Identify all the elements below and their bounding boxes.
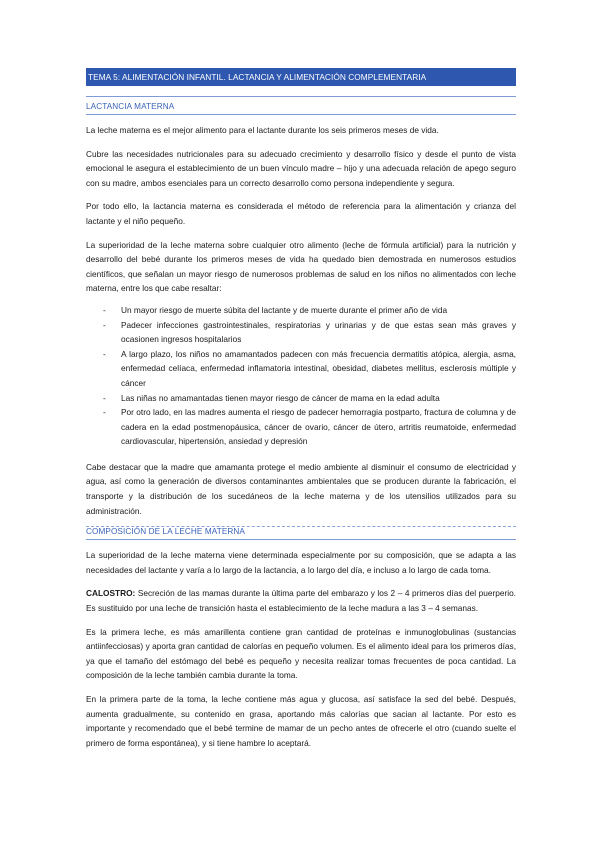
- document-title: TEMA 5: ALIMENTACIÓN INFANTIL. LACTANCIA Y ALIMENTACIÓN COMPLEMENTARIA: [88, 72, 427, 82]
- list-item: [86, 303, 516, 318]
- bullet-marker: -: [103, 319, 106, 330]
- section-divider: [86, 114, 516, 115]
- list-item-text: Las niñas no amamantadas tienen mayor riesgo de cáncer de mama en la edad adulta: [121, 392, 440, 403]
- bullet-marker: -: [103, 392, 106, 403]
- section-heading-lactancia: LACTANCIA MATERNA: [86, 102, 175, 111]
- list-item-text: A largo plazo, los niños no amamantados padecen con más frecuencia dermatitis atópica, alergia, asma, enfermedad celíaca, enfermedad inflamatoria intestinal, obesidad, diabetes mellitus, esclerosis múltiple y cáncer: [121, 348, 516, 388]
- section-heading-composicion: COMPOSICIÓN DE LA LECHE MATERNA: [86, 527, 245, 537]
- list-item: [86, 318, 516, 347]
- bullet-marker: -: [103, 348, 106, 359]
- paragraph: En la primera parte de la toma, la leche contiene más agua y glucosa, así satisface la sed del bebé. Después, aumenta gradualmente, su contenido en grasa, aportando más calorías que sacian al lactante. Por esto es importante y recomendado que el bebé termine de mamar de un pecho antes de ofrecerle el otro (cuando suelte el primero de forma espontánea), y si tiene hambre lo aceptará.: [86, 694, 516, 748]
- paragraph: Cubre las necesidades nutricionales para su adecuado crecimiento y desarrollo físico y desde el punto de vista emocional le asegura el establecimiento de un buen vínculo madre – hijo y una adecuada relación de apego seguro con su madre, ambos esenciales para un correcto desarrollo como persona independiente y segura.: [86, 148, 516, 188]
- paragraph: Cabe destacar que la madre que amamanta protege el medio ambiente al disminuir el consumo de electricidad y agua, así como la generación de diversos contaminantes ambientales que se producen durante la fabricación, el transporte y la distribución de los sucedáneos de la leche materna y de los utensilios utilizados para su administración.: [86, 461, 516, 516]
- bullet-marker: -: [103, 304, 106, 315]
- list-item-text: Un mayor riesgo de muerte súbita del lactante y de muerte durante el primer año de vida: [121, 304, 448, 315]
- paragraph: La superioridad de la leche materna viene determinada especialmente por su composición, que se adapta a las necesidades del lactante y varía a lo largo de la lactancia, a lo largo del día, e incluso a lo largo de cada toma.: [86, 550, 516, 575]
- list-item-text: Por otro lado, en las madres aumenta el riesgo de padecer hemorragia postparto, fractura de columna y de cadera en la edad postmenopáusica, cáncer de ovario, cáncer de útero, artritis reumatoide, enfermedad cardiovascular, hipertensión, ansiedad y depresión: [121, 407, 516, 447]
- section-divider: [86, 539, 516, 540]
- paragraph: La leche materna es el mejor alimento para el lactante durante los seis primeros meses de vida.: [86, 125, 439, 135]
- title-divider: [86, 96, 516, 97]
- list-item-text: Padecer infecciones gastrointestinales, respiratorias y urinarias y de que estas sean más graves y ocasionen ingresos hospitalarios: [121, 319, 516, 345]
- calostro-text: Secreción de las mamas durante la última parte del embarazo y los 2 – 4 primeros días del puerperio. Es sustituido por una leche de transición hasta el establecimiento de la leche madura a las 3 – 4 semanas.: [86, 588, 516, 614]
- paragraph: [86, 586, 516, 615]
- paragraph: La superioridad de la leche materna sobre cualquier otro alimento (leche de fórmula artificial) para la nutrición y desarrollo del bebé durante los primeros meses de vida ha quedado bien demostrada en numerosos estudios científicos, que señalan un mayor riesgo de numerosos problemas de salud en los niños no alimentados con leche materna, entre los que cabe resaltar:: [86, 239, 516, 294]
- document-title-banner: [86, 68, 516, 86]
- bullet-marker: -: [103, 407, 106, 418]
- paragraph: Por todo ello, la lactancia materna es considerada el método de referencia para la alimentación y crianza del lactante y el niño pequeño.: [86, 201, 516, 226]
- health-risks-list: [86, 303, 516, 449]
- list-item: [86, 347, 516, 391]
- calostro-label: CALOSTRO:: [86, 588, 136, 599]
- paragraph: Es la primera leche, es más amarillenta contiene gran cantidad de proteínas e inmunoglobulinas (sustancias antiinfecciosas) y aporta gran cantidad de calorías en pequeño volumen. Es el alimento ideal para los primeros días, ya que el tamaño del estómago del bebé es pequeño y necesita realizar tomas frecuentes de poca cantidad. La composición de la leche también cambia durante la toma.: [86, 626, 516, 681]
- list-item: [86, 391, 516, 406]
- list-item: [86, 405, 516, 449]
- document-page: [86, 68, 516, 750]
